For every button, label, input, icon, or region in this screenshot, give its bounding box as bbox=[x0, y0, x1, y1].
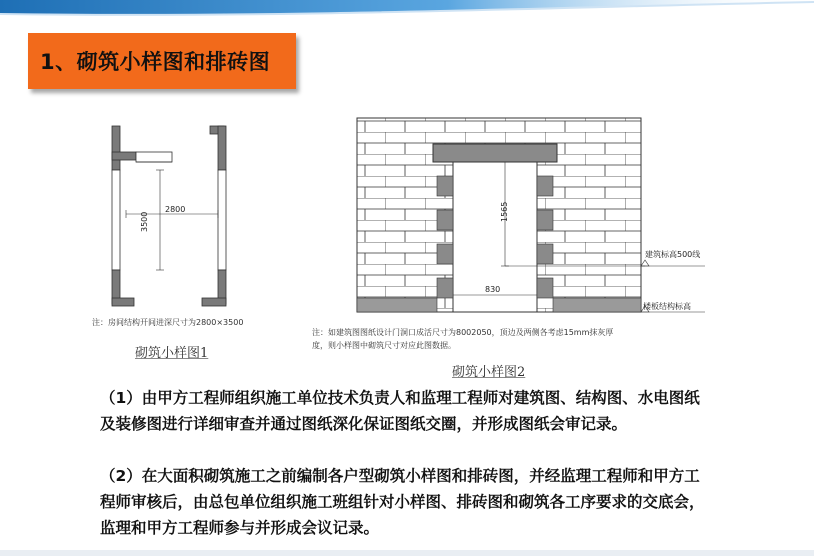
level-label-floor: 楼板结构标高 bbox=[643, 302, 691, 311]
diagram2-note-line1: 注：如建筑图图纸设计门洞口成活尺寸为8002050，顶边及两侧各考虑15mm抹灰厚 bbox=[312, 328, 614, 337]
paragraph-2: （2）在大面积砌筑施工之前编制各户型砌筑小样图和排砖图，并经监理工程师和甲方工程师审核后，由总包单位组织施工班组针对小样图、排砖图和砌筑各工序要求的交底会，监理和甲方工程师参与并形成会议记录。 bbox=[100, 467, 705, 537]
left-wall-top-arm bbox=[112, 152, 136, 160]
right-wall-base bbox=[202, 298, 226, 306]
lintel bbox=[433, 144, 557, 162]
diagram2-note-line2: 度，则小样图中砌筑尺寸对应此图数据。 bbox=[312, 341, 456, 350]
diagram2-caption: 砌筑小样图2 bbox=[452, 365, 526, 380]
door-header bbox=[136, 152, 172, 162]
dimension-depth-1: 3500 bbox=[140, 211, 149, 232]
masonry-sketch-1 bbox=[90, 120, 300, 320]
section-title: 1、砌筑小样图和排砖图 bbox=[40, 50, 271, 74]
footer-band bbox=[0, 550, 814, 556]
section-title-box bbox=[28, 33, 296, 89]
diagram1-caption: 砌筑小样图1 bbox=[135, 346, 209, 361]
right-wall bbox=[218, 126, 226, 170]
left-wall-hollow bbox=[112, 170, 120, 270]
masonry-sketch-2 bbox=[345, 110, 725, 325]
diagram1-note: 注：房间结构开间进深尺寸为2800×3500 bbox=[92, 318, 244, 327]
header-band bbox=[0, 0, 814, 22]
paragraph-1: （1）由甲方工程师组织施工单位技术负责人和监理工程师对建筑图、结构图、水电图纸及装修图进行详细审查并通过图纸深化保证图纸交圈，并形成图纸会审记录。 bbox=[100, 389, 700, 433]
dimension-width-1: 2800 bbox=[165, 205, 186, 214]
right-wall-hollow bbox=[218, 170, 226, 270]
level-label-building: 建筑标高500线 bbox=[645, 250, 701, 259]
dimension-height-2: 1565 bbox=[500, 201, 509, 222]
dimension-width-2: 830 bbox=[485, 285, 501, 294]
left-wall bbox=[112, 126, 120, 170]
left-wall-base bbox=[112, 298, 134, 306]
